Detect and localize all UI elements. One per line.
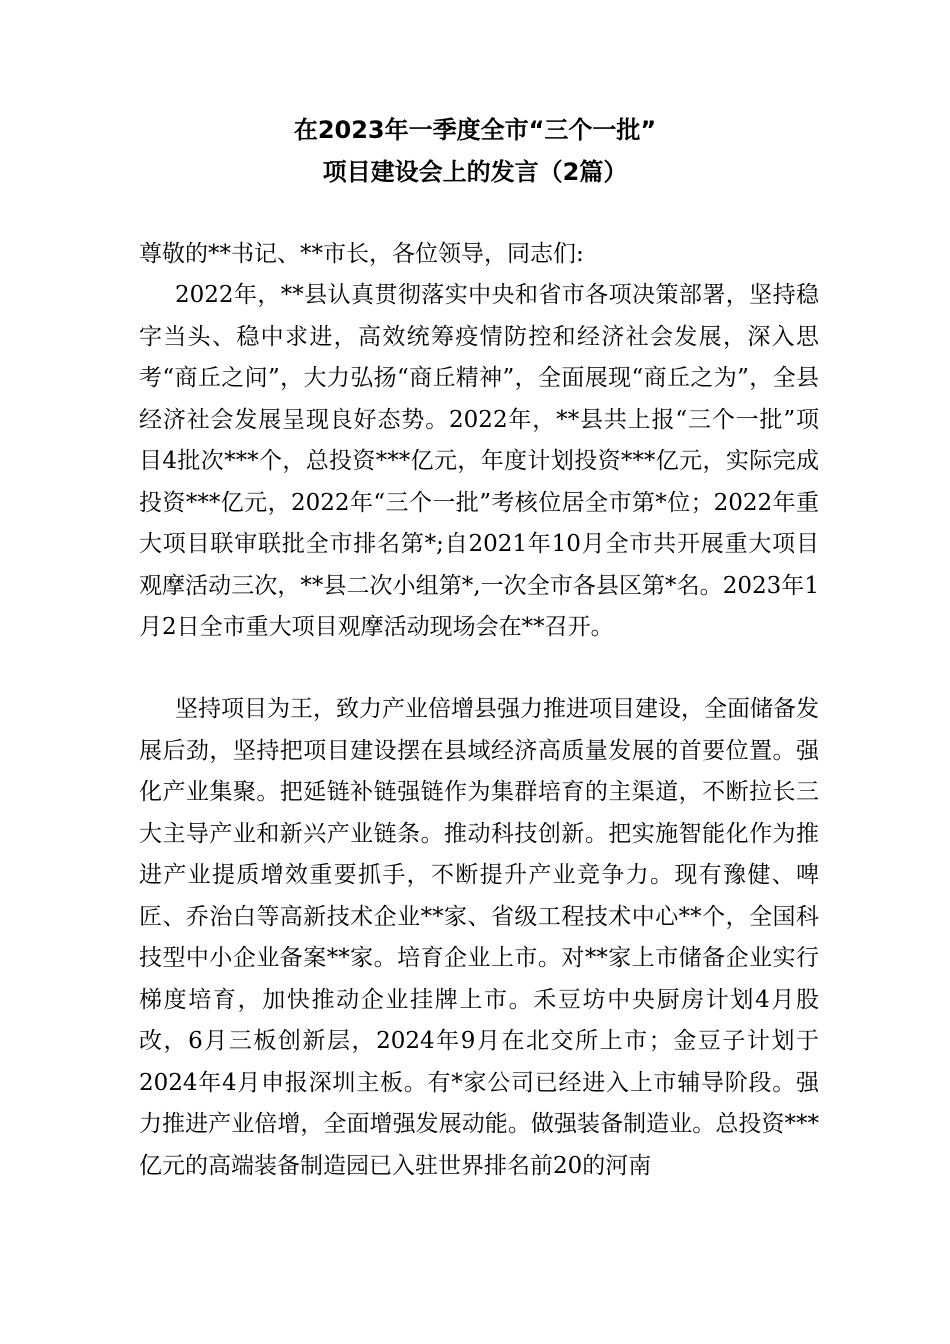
body-paragraph-2: 坚持项目为王，致力产业倍增县强力推进项目建设，全面储备发展后劲，坚持把项目建设摆在县域经济高质量发展的首要位置。强化产业集聚。把延链补链强链作为集群培育的主渠道，不断拉长三大主导产业和新兴产业链条。推动科技创新。把实施智能化作为推进产业提质增效重要抓手，不断提升产业竞争力。现有豫健、啤匠、乔治白等高新技术企业**家、省级工程技术中心**个，全国科技型中小企业备案**家。培育企业上市。对**家上市储备企业实行梯度培育，加快推动企业挂牌上市。禾豆坊中央厨房计划4月股改，6月三板创新层，2024年9月在北交所上市；金豆子计划于2024年4月申报深圳主板。有*家公司已经进入上市辅导阶段。强力推进产业倍增，全面增强发展动能。做强装备制造业。总投资***亿元的高端装备制造园已入驻世界排名前20的河南 [139, 696, 819, 1179]
document-title-line-2: 项目建设会上的发言（2篇） [322, 158, 628, 186]
salutation: 尊敬的**书记、**市长，各位领导，同志们: [139, 241, 584, 267]
document-title-line-1: 在2023年一季度全市“三个一批” [293, 116, 657, 144]
body-paragraph-1: 2022年，**县认真贯彻落实中央和省市各项决策部署，坚持稳字当头、稳中求进，高效统筹疫情防控和经济社会发展，深入思考“商丘之问”，大力弘扬“商丘精神”，全面展现“商丘之为”，全县经济社会发展呈现良好态势。2022年，**县共上报“三个一批”项目4批次***个，总投资***亿元，年度计划投资***亿元，实际完成投资***亿元，2022年“三个一批”考核位居全市第*位；2022年重大项目联审联批全市排名第*;自2021年10月全市共开展重大项目观摩活动三次，**县二次小组第*,一次全市各县区第*名。2023年1月2日全市重大项目观摩活动现场会在**召开。 [139, 282, 819, 640]
